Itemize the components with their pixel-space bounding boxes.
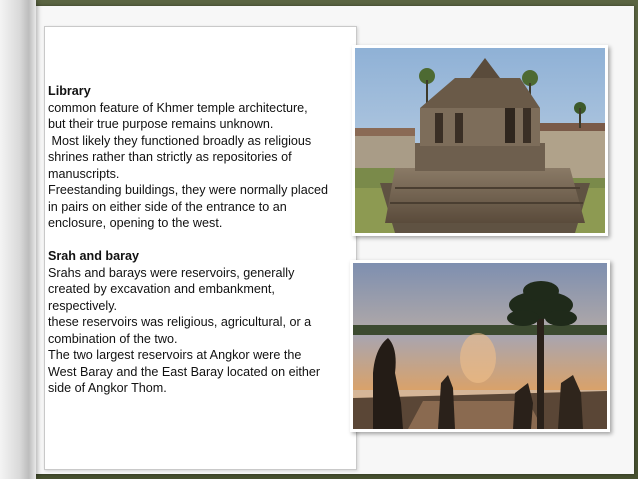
reservoir-image — [353, 263, 607, 429]
srah-line: created by excavation and embankment, — [48, 282, 275, 296]
library-line: enclosure, opening to the west. — [48, 216, 223, 230]
book-spine — [0, 0, 36, 479]
library-line: manuscripts. — [48, 166, 120, 181]
library-temple-image — [355, 48, 605, 233]
srah-line: these reservoirs was religious, agricultural, or a — [48, 315, 312, 329]
srah-line: The two largest reservoirs at Angkor were the — [48, 348, 302, 362]
srah-line: respectively. — [48, 298, 118, 313]
paragraph-gap — [48, 232, 358, 249]
srah-line: side of Angkor Thom. — [48, 381, 167, 395]
library-line: shrines rather than strictly as repositories of — [48, 150, 292, 164]
article-text — [48, 83, 358, 397]
library-line: Freestanding buildings, they were normally placed — [48, 183, 329, 197]
library-temple-photo — [352, 45, 608, 236]
library-line: Most likely they functioned broadly as religious — [48, 133, 312, 148]
library-line: in pairs on either side of the entrance to an — [48, 199, 287, 214]
srah-line: West Baray and the East Baray located on either — [48, 364, 321, 379]
library-line: but their true purpose remains unknown. — [48, 117, 274, 131]
library-heading: Library — [48, 84, 91, 98]
library-line: common feature of Khmer temple architecture, — [48, 100, 308, 115]
srah-line: Srahs and barays were reservoirs, generally — [48, 265, 295, 280]
srah-line: combination of the two. — [48, 331, 178, 346]
reservoir-photo — [350, 260, 610, 432]
srah-heading: Srah and baray — [48, 249, 139, 263]
